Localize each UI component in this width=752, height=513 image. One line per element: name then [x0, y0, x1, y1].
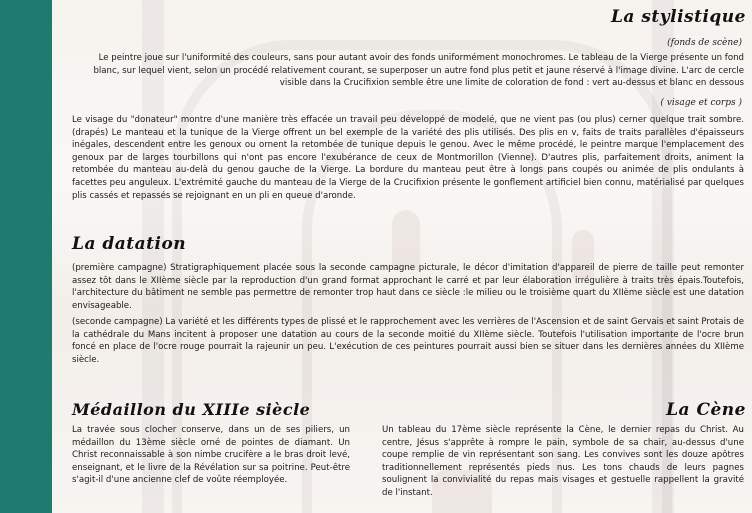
- heading-medaillon: Médaillon du XIIIe siècle: [72, 400, 311, 419]
- subnote-visage: ( visage et corps ): [660, 98, 742, 108]
- sidebar-band: [0, 0, 52, 513]
- paragraph-stylistique-visage: Le visage du "donateur" montre d'une manière très effacée un travail peu développé de modelé, que ne vient pas (ou plus) cerner quelque trait sombre. (drapés) Le manteau et la tunique de la Vierge offrent un bel exemple de la variété des plis utilisés. Des plis en v, faits de traits parallèles d'épaisseurs inégales, descendent entre les genoux ou ornent la retombée de tunique depuis le genou. Avec le même procédé, le peintre marque l'emplacement des genoux par de larges tourbillons qui n'ont pas encore l'exubérance de ceux de Montmorillon (Vienne). D'autres plis, parfaitement droits, animent la retombée du manteau au-delà du genou gauche de la Vierge. La bordure du manteau peut être à longs pans coupés ou animée de plis ondulants à facettes peu anguleux. L'extrémité gauche du manteau de la Vierge de la Crucifixion présente le gonflement artificiel bien connu, matérialisé par quelques plis cassés et repassés se rejoignant en un pli en queue d'aronde.: [72, 115, 744, 201]
- paragraph-stylistique-fonds: Le peintre joue sur l'uniformité des couleurs, sans pour autant avoir des fonds uniformément monochromes. Le tableau de la Vierge présente un fond blanc, sur lequel vient, selon un procédé relativement courant, se superposer un autre fond plus petit et jaune réservé à l'image divine. L'arc de cercle visible dans la Crucifixion semble être une limite de coloration de fond : vert au-dessus et blanc en dessous: [93, 53, 744, 89]
- paragraph-datation-second: (seconde campagne) La variété et les différents types de plissé et le rapprochement avec les verrières de l'Ascension et de saint Gervais et saint Protais de la cathédrale du Mans incitent à proposer une datation au cours de la seconde moitié du XIIème siècle. Toutefois l'utilisation importante de l'ocre brun foncé en place de l'ocre rouge pourrait la rajeunir un peu. L'exécution de ces peintures pourrait aussi bien se situer dans les dernières années du XIIème siècle.: [72, 317, 744, 365]
- paragraph-medaillon: La travée sous clocher conserve, dans un de ses piliers, un médaillon du 13ème siècle orné de pointes de diamant. Un Christ reconnaissable à son nimbe crucifère a le bras droit levé, enseignant, et le livre de la Révélation sur sa poitrine. Peut-être s'agit-il d'une ancienne clef de voûte réemployée.: [72, 425, 350, 486]
- page-content: [52, 0, 752, 513]
- heading-cene: La Cène: [666, 400, 746, 420]
- paragraph-cene: Un tableau du 17ème siècle représente la Cène, le dernier repas du Christ. Au centre, Jésus s'apprête à rompre le pain, symbole de sa chair, au-dessus d'une coupe remplie de vin représentant son sang. Les convives sont les douze apôtres traditionnellement représentés pieds nus. Les tons chauds de leurs pagnes soulignent la convivialité du repas mais visages et gestuelle rappellent la gravité de l'instant.: [382, 425, 744, 498]
- heading-datation: La datation: [72, 234, 187, 254]
- subnote-fonds: (fonds de scène): [667, 38, 742, 48]
- heading-stylistique: La stylistique: [610, 7, 746, 27]
- paragraph-datation-first: (première campagne) Stratigraphiquement placée sous la seconde campagne picturale, le décor d'imitation d'appareil de pierre de taille peut remonter assez tôt dans le XIIème siècle par la reproduction d'un grand format approchant le carré et par leur élaboration irrégulière à traits très épais.Toutefois, l'architecture du bâtiment ne semble pas permettre de remonter trop haut dans ce siècle :le milieu ou le troisième quart du XIIème siècle est une datation envisageable.: [72, 263, 744, 311]
- backdrop-window: [392, 210, 420, 270]
